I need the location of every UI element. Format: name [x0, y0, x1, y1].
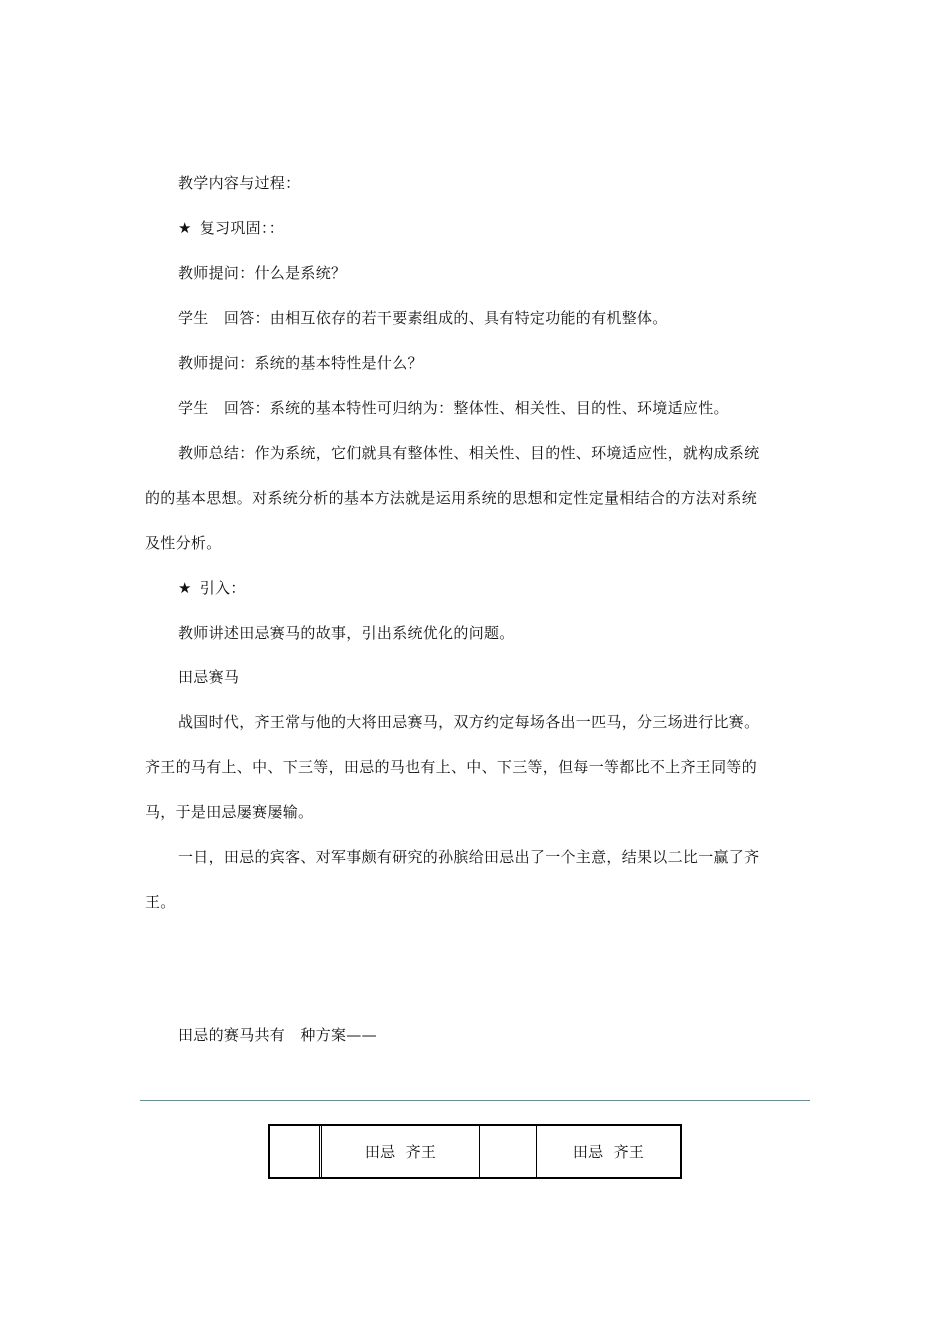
intro-text: 教师讲述田忌赛马的故事，引出系统优化的问题。 [178, 624, 515, 642]
section-heading: 教学内容与过程： [178, 174, 301, 192]
story-paragraph-2-line-2: 王。 [145, 893, 176, 911]
intro-heading [178, 578, 246, 598]
table-cell-header-1: 田忌 齐王 [322, 1126, 480, 1177]
teacher-question-2: 教师提问：系统的基本特性是什么？ [178, 354, 423, 372]
teacher-summary-line-2: 的的基本思想。对系统分析的基本方法就是运用系统的思想和定性定量相结合的方法对系统 [145, 489, 758, 507]
student-answer-2: 学生 回答：系统的基本特性可归纳为：整体性、相关性、目的性、环境适应性。 [178, 399, 729, 417]
intro-label: 引入： [199, 579, 246, 597]
table-cell-empty-2 [480, 1126, 537, 1177]
matchup-table [268, 1124, 682, 1179]
story-paragraph-1-line-2: 齐王的马有上、中、下三等，田忌的马也有上、中、下三等，但每一等都比不上齐王同等的 [145, 758, 758, 776]
review-label: 复习巩固：： [199, 219, 285, 237]
star-icon: ★ [178, 219, 192, 237]
plans-text: 田忌的赛马共有 种方案—— [178, 1026, 377, 1044]
story-title: 田忌赛马 [178, 668, 240, 686]
table-cell-header-2: 田忌 齐王 [572, 1143, 645, 1161]
review-heading [178, 218, 284, 238]
star-icon: ★ [178, 579, 192, 597]
story-paragraph-2-line-1: 一日，田忌的宾客、对军事颇有研究的孙膑给田忌出了一个主意，结果以二比一赢了齐 [178, 848, 760, 866]
teacher-summary-line-1: 教师总结：作为系统，它们就具有整体性、相关性、目的性、环境适应性，就构成系统 [178, 444, 760, 462]
student-answer-1: 学生 回答：由相互依存的若干要素组成的、具有特定功能的有机整体。 [178, 309, 668, 327]
teacher-summary-line-3: 及性分析。 [145, 534, 222, 552]
table-cell-empty-1 [270, 1126, 322, 1177]
horizontal-divider [140, 1100, 810, 1101]
story-paragraph-1-line-3: 马，于是田忌屡赛屡输。 [145, 803, 314, 821]
story-paragraph-1-line-1: 战国时代，齐王常与他的大将田忌赛马，双方约定每场各出一匹马，分三场进行比赛。 [178, 713, 760, 731]
teacher-question-1: 教师提问：什么是系统？ [178, 264, 347, 282]
